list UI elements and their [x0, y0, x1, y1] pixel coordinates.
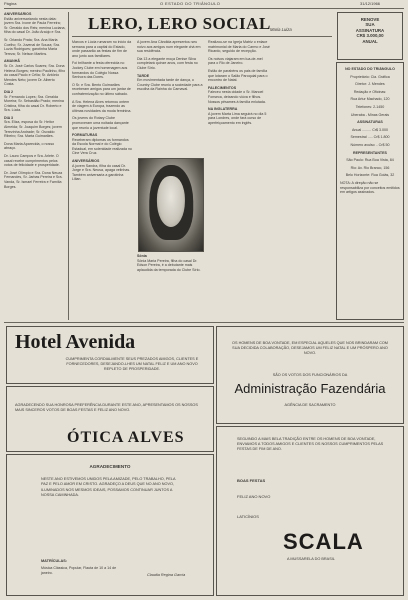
section-text: Sra. Eliza, esposa do Sr. Heitor Almeida; Sr. Joaquim Borges; jovem Terezinha Andrade; Sr. Osvaldo Ribeiro; Sra. Marta Guimarães. [4, 120, 62, 139]
otica-text: AGRADECENDO SUA HONROSA PREFERÊNCIA DURANTE ESTE ANO, APRESENTAMOS OS NOSSOS MAIS SINCEROS VOTOS DE BOAS FESTAS E FELIZ ANO NOVO. [15, 403, 198, 412]
subscription-line: SUA [365, 22, 375, 28]
portrait-photo [138, 158, 204, 252]
subscription-line: RENOVE [360, 17, 380, 22]
paragraph: O Sr. e Sra. Bento Guimarães receberam amigos para um jantar de confraternização no último sábado. [72, 82, 131, 96]
right-column [208, 40, 270, 318]
section-head: NA INGLATERRA [208, 107, 238, 112]
center-column [137, 40, 203, 158]
paragraph: Foi brilhante a festa oferecida no Jockey Clube em homenagem aos formandos do Colégio Nossa Senhora das Dores. [72, 61, 128, 80]
otica-name: ÓTICA ALVES [67, 429, 185, 446]
fazenda-name: Administração Fazendária [234, 381, 386, 396]
section-head: ANIVERSÁRIOS [72, 159, 100, 164]
subscription-period: ANUAL [362, 38, 378, 44]
scala-tagline: A MUSSARELA DO BRASIL [287, 557, 335, 561]
column-rule [68, 12, 69, 320]
headline-rule [72, 36, 332, 37]
section-head: ANIVERSÁRIOS [4, 12, 32, 16]
paragraph: A jovem Ana Cândida apresentou seu noivo aos amigos num elegante chá em sua residência. [137, 40, 201, 54]
header-date: 31/12/1966 [360, 1, 381, 6]
ad-agradecimento [6, 454, 214, 596]
masthead-subtitle: REPRESENTANTES [353, 150, 387, 155]
masthead-text [340, 67, 400, 315]
photo-face [157, 176, 185, 228]
masthead-line: Anual ......... Cr$ 3.000 [352, 127, 388, 132]
section-head: FALECIMENTOS [208, 85, 237, 90]
masthead-note: NOTA: A direção não se responsabiliza por conceitos emitidos em artigos assinados. [340, 180, 400, 195]
masthead-line: Número avulso .. Cr$ 50 [350, 142, 390, 147]
section-divider [4, 322, 404, 323]
agradecimento-sign: Claudia Regina Garcia [147, 573, 186, 577]
ad-laticinios-scala [216, 426, 404, 596]
masthead-line: Diretor: J. Mendes [355, 82, 385, 87]
section-text: Sr. Dr. José Carlos Soares; Sra. Dona Helena Borges; menino Paulinho, filho do casal Paulo e Célia; Sr. Antônio Mendes Neto; jovem Dr. Alberto Costa. [4, 63, 66, 87]
fazenda-text: OS HOMENS DE BOA VONTADE, EM ESPECIAL AQUELES QUE NOS BRINDARAM COM SUA DECIDIDA COLABORAÇÃO, DESEJAMOS UM FELIZ NATAL E UM PRÓSPERO ANO NOVO. [232, 341, 388, 355]
matriculas-head: MATRÍCULAS: [41, 559, 68, 563]
hotel-name: Hotel Avenida [15, 331, 136, 353]
left-column [4, 12, 66, 320]
paragraph: Estão de parabéns os pais de família que lotaram o Salão Paroquial para o encontro de Natal. [208, 68, 268, 83]
scala-wish: FELIZ ANO NOVO [237, 494, 271, 499]
section-head: FORMATURAS [72, 133, 98, 138]
section-text: A jovem Sandra, filha do casal Dr. Jorge e Sra. Neusa, apaga velinhas. Também aniversaria a garotinha Lilian. [72, 163, 131, 182]
mid-column [72, 40, 132, 320]
masthead-line: Redação e Oficinas: [353, 89, 387, 94]
subscription-box [337, 12, 403, 60]
masthead-line: Rio: Av. Rio Branco, 156 [350, 165, 390, 170]
hotel-text: CUMPRIMENTA CORDIALMENTE SEUS PREZADOS AMIGOS, CLIENTES E FORNECEDORES, DESEJANDO-LHES UM NATAL FELIZ E UM ANO NOVO REPLETO DE PROSPERIDADE. [65, 357, 199, 371]
section-head: TARDE [137, 73, 150, 78]
scala-wish: BOAS FESTAS [237, 478, 266, 483]
photo-caption [137, 254, 203, 314]
masthead-line: São Paulo: Rua Boa Vista, 84 [346, 158, 394, 163]
column-title: LERO, LERO SOCIAL [88, 14, 271, 33]
masthead-line: Semestral ..... Cr$ 1.800 [350, 135, 390, 140]
matriculas-text: Música Clássica, Popular, Flauta de 10 a 14 de janeiro. [41, 566, 117, 575]
paragraph: Marcos e Lúcia rumaram no início da semana para a capital do Estado, onde passarão as festas de fim de ano junto aos familiares. [72, 40, 132, 58]
paragraph: Dia 13 a elegante moça Denise Silva completará quinze anos, com festa no Clube Sírio. [137, 56, 198, 70]
section-text: A jovem Marta Lima seguirá no dia 5 para Londres, onde fará curso de aperfeiçoamento em inglês. [208, 111, 267, 125]
byline: Maria Luiza [270, 27, 292, 32]
fazenda-agency: AGÊNCIA DE SACRAMENTO [284, 403, 336, 407]
section-text: Dr. José Olímpio e Sra. Dona Neuza Fernandes, Sr. Jarbas Pereira e Sra. Vanda, Sr. Ismael Ferreira e Família Borges. [4, 170, 63, 189]
caption-text: Sônia Maria Pereira, filha do casal Dr. Edson Pereira, é a debutante mais aplaudida da temporada do Clube Sírio. [137, 258, 201, 272]
masthead-line: Belo Horizonte: Rua Goiás, 32 [345, 173, 395, 178]
paragraph: Os noivos viajaram em lua-de-mel para o Rio de Janeiro. [208, 56, 263, 66]
masthead-box [336, 62, 404, 320]
fazenda-sign: SÃO OS VOTOS DOS FUNCIONÁRIOS DA [272, 373, 348, 377]
header-rule [4, 8, 404, 9]
subscription-price: CR$ 3.000,00 [356, 33, 384, 39]
paragraph: Realizou-se na Igreja Matriz o enlace matrimonial de Maria do Carmo e José Ricardo, seguido de recepção. [208, 40, 270, 54]
section-text: Sr. Fernando Lopes; Sra. Geralda Moreira; Sr. Sebastião Prado; menina Cristina, filha do casal Dr. Roberto e Sra. Lúcia. [4, 94, 64, 113]
section-text: Dr. Lauro Campos e Sra. Arlete. O casal recebe cumprimentos pelos votos de felicidade e prosperidade. [4, 154, 60, 168]
newspaper-name: O ESTADO DO TRIÂNGULO [160, 1, 221, 6]
paragraph: Os jovens do Rotary Clube promoveram uma noitada dançante que reuniu a juventude local. [72, 116, 129, 130]
ad-administracao-fazendaria [216, 326, 404, 424]
section-head: DIA 3 [4, 115, 14, 120]
section-head: AMANHÃ [4, 59, 20, 64]
masthead-line: Rua Artur Machado, 120 [350, 97, 390, 102]
scala-name: SCALA [283, 529, 364, 554]
section-head: DIA 2 [4, 89, 14, 94]
section-text: Sr. Orlando Prata; Sra. Ana Maria Coelho; Sr. Juvenal de Souza; Sra. Luzia Rodrigues; garotinha Maria Tereza; Sr. Nelson Martins. [4, 37, 60, 56]
agradecimento-head: AGRADECIMENTO [89, 464, 131, 469]
agradecimento-text: NESTE ANO ESTIVEMOS UNIDOS PELA AMIZADE, PELO TRABALHO, PELA PAZ E PELO AMOR EM CRISTO. AGRADEÇO A DEUS QUE NO ANO NOVO, ILUMINADOS NOS MESMOS IDEAIS, POSSAMOS CONTINUAR JUNTOS A NOSSA CAMINHADA. [41, 477, 176, 498]
subscription-line: ASSINATURA [355, 27, 385, 33]
caption-name: Sônia [137, 254, 147, 258]
paragraph: A Sra. Helena Alves retornou ontem de viagem à Europa, trazendo as últimas novidades da moda feminina. [72, 99, 132, 113]
scala-prefix: LATICÍNIOS [237, 514, 259, 519]
section-text: Dona Maria Aparecida, o nosso abraço. [4, 141, 55, 151]
masthead-subtitle: ASSINATURAS [357, 120, 383, 125]
section-text: Em movimentada tarde de dança, o Country Clube reuniu a sociedade para a escolha da Rainha do Carnaval. [137, 78, 203, 92]
section-text: Estão aniversariando nesta data: jovem Sra. Ivone de Paula Ferreira; Sr. Geraldo dos Reis; menina Luciana, filha do casal Dr. João Araújo e Sra. [4, 16, 66, 35]
scala-text: SEGUINDO A MAIS BELA TRADIÇÃO ENTRE OS HOMENS DE BOA VONTADE, ENVIAMOS A TODOS AMIGOS E CLIENTES OS NOSSOS CUMPRIMENTOS PELAS FESTAS DE FIM DE ANO. [237, 437, 384, 451]
masthead-title: NO ESTADO DO TRIÂNGULO [345, 67, 395, 71]
masthead-line: Uberaba - Minas Gerais [350, 112, 390, 117]
section-text: Receberam diplomas os formandos da Escola Normal e do Colégio Estadual, em solenidade realizada no Cine Vera Cruz. [72, 137, 132, 156]
masthead-line: Telefones: 2-1450 [355, 104, 385, 109]
masthead-line: Proprietário: Cia. Gráfica [350, 74, 390, 79]
page-number: Página [4, 1, 17, 6]
ad-otica-alves [6, 386, 214, 452]
ad-hotel-avenida [6, 326, 214, 384]
section-text: Faleceu nesta cidade o Sr. Manoel Fonseca, deixando viúva e filhos. Nossos pêsames à família enlutada. [208, 90, 266, 104]
